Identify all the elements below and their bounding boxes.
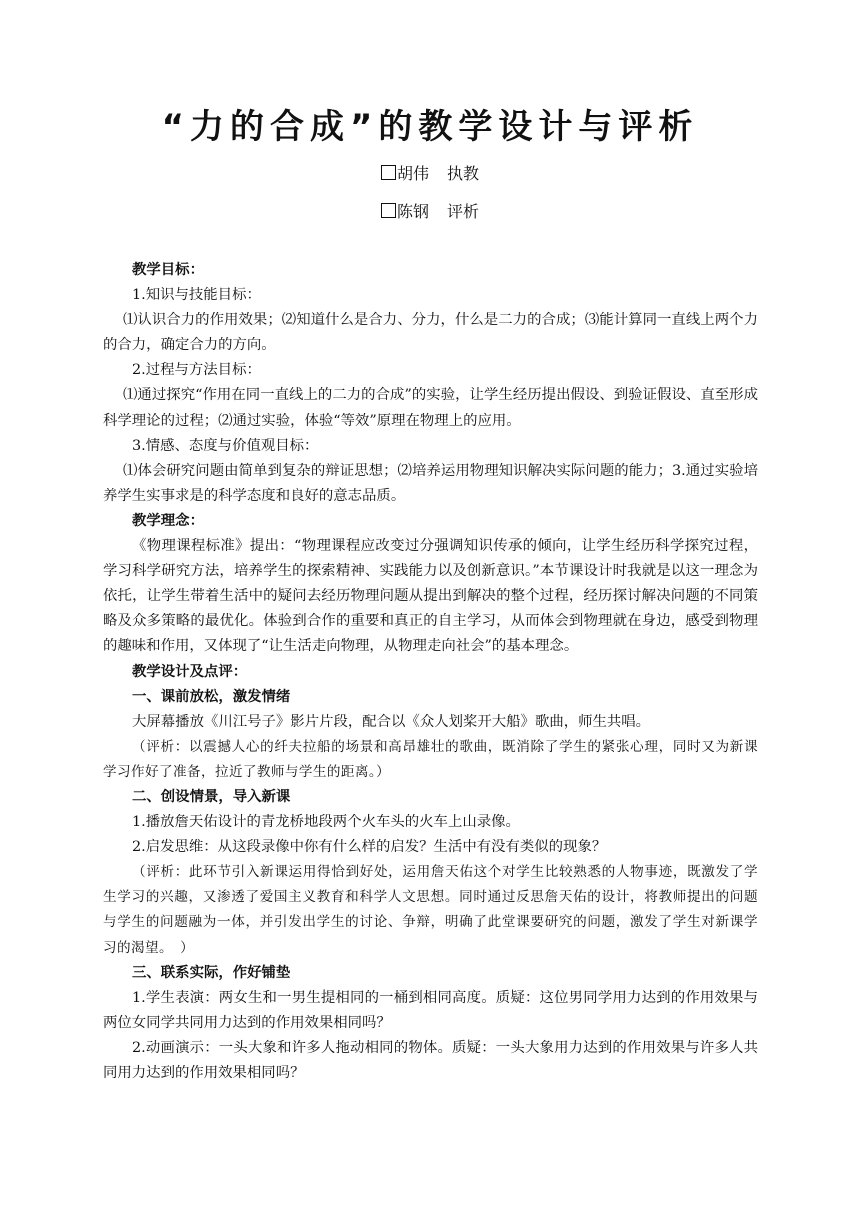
body-paragraph: 2.启发思维：从这段录像中你有什么样的启发？生活中有没有类似的现象？ bbox=[132, 839, 607, 856]
teacher-role: 执教 bbox=[447, 164, 480, 183]
body-paragraph: ⑴认识合力的作用效果；⑵知道什么是合力、分力，什么是二力的合成；⑶能计算同一直线上两个力的合力，确定合力的方向。 bbox=[103, 312, 758, 354]
commentary-paragraph: （评析：此环节引入新课运用得恰到好处，运用詹天佑这个对学生比较熟悉的人物事迹，既激发了学生学习的兴趣，又渗透了爱国主义教育和科学人文思想。同时通过反思詹天佑的设计，将教师提出的问题与学生的问题融为一体，并引发出学生的讨论、争辩，明确了此堂课要研究的问题，激发了学生对新课学习的渴望。 ） bbox=[103, 864, 758, 956]
body-paragraph: 1.知识与技能目标： bbox=[132, 287, 261, 304]
body-paragraph: 大屏幕播放《川江号子》影片片段，配合以《众人划桨开大船》歌曲，师生共唱。 bbox=[132, 713, 651, 730]
document-title: “力的合成”的教学设计与评析 bbox=[161, 107, 699, 147]
section-heading: 一、课前放松，激发情绪 bbox=[132, 688, 291, 705]
body-paragraph: 1.播放詹天佑设计的青龙桥地段两个火车头的火车上山录像。 bbox=[132, 814, 520, 831]
commentary-paragraph: （评析：以震撼人心的纤夫拉船的场景和高昂雄壮的歌曲，既消除了学生的紧张心理，同时又为新课学习作好了准备，拉近了教师与学生的距离。） bbox=[103, 738, 758, 780]
body-paragraph: 1.学生表演：两女生和一男生提相同的一桶到相同高度。质疑：这位男同学用力达到的作用效果与两位女同学共同用力达到的作用效果相同吗？ bbox=[103, 989, 758, 1031]
document-body bbox=[103, 258, 758, 1086]
section-heading: 教学理念： bbox=[132, 512, 204, 529]
checkbox-square-icon bbox=[381, 165, 396, 180]
body-paragraph: 3.情感、态度与价值观目标： bbox=[132, 437, 319, 454]
body-paragraph: 2.过程与方法目标： bbox=[132, 362, 261, 379]
section-heading: 三、联系实际，作好铺垫 bbox=[132, 964, 291, 981]
body-paragraph: ⑴体会研究问题由简单到复杂的辩证思想；⑵培养运用物理知识解决实际问题的能力；3.通过实验培养学生实事求是的科学态度和良好的意志品质。 bbox=[103, 462, 758, 504]
checkbox-square-icon bbox=[381, 203, 396, 218]
section-heading: 教学目标： bbox=[132, 262, 204, 278]
body-paragraph: 2.动画演示：一头大象和许多人拖动相同的物体。质疑：一头大象用力达到的作用效果与许多人共同用力达到的作用效果相同吗？ bbox=[103, 1039, 758, 1081]
body-paragraph: 《物理课程标准》提出：“物理课程应改变过分强调知识传承的倾向，让学生经历科学探究过程，学习科学研究方法，培养学生的探索精神、实践能力以及创新意识。”本节课设计时我就是以这一理念为依托，让学生带着生活中的疑问去经历物理问题从提出到解决的整个过程，经历探讨解决问题的不同策略及众多策略的最优化。体验到合作的重要和真正的自主学习，从而体会到物理就在身边，感受到物理的趣味和作用，又体现了“让生活走向物理，从物理走向社会”的基本理念。 bbox=[103, 538, 758, 655]
section-heading: 二、创设情景，导入新课 bbox=[132, 788, 291, 805]
teacher-name: 胡伟 bbox=[396, 164, 429, 183]
reviewer-line bbox=[0, 201, 860, 223]
reviewer-name: 陈钢 bbox=[396, 202, 429, 221]
body-paragraph: ⑴通过探究“作用在同一直线上的二力的合成”的实验，让学生经历提出假设、到验证假设、直至形成科学理论的过程；⑵通过实验，体验“等效”原理在物理上的应用。 bbox=[103, 387, 758, 429]
reviewer-role: 评析 bbox=[447, 202, 480, 221]
section-heading: 教学设计及点评： bbox=[132, 663, 248, 680]
author-line bbox=[0, 163, 860, 185]
